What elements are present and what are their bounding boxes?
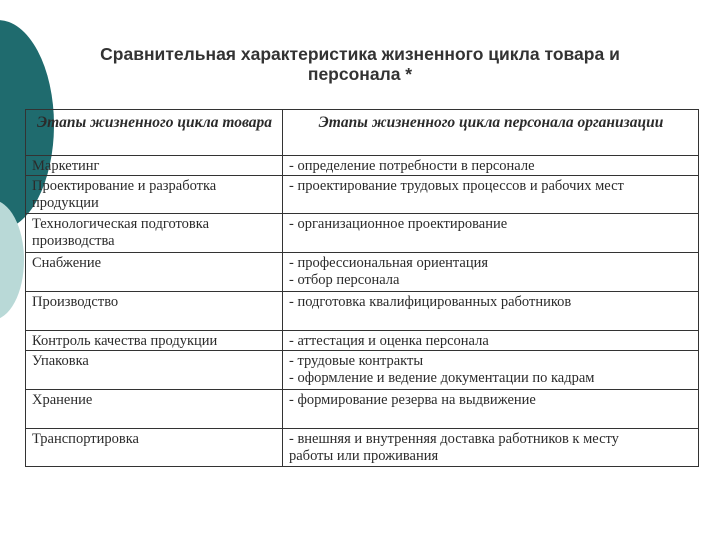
cell-text: продукции: [32, 195, 99, 211]
header-product-stages: [26, 110, 283, 156]
cell-text: Производство: [32, 294, 119, 310]
product-stage-cell: [26, 292, 283, 331]
header-personnel-stages: [283, 110, 699, 156]
cell-text: Маркетинг: [32, 158, 100, 174]
product-stage-cell: [26, 156, 283, 176]
header-personnel-line-2: организации: [577, 114, 664, 131]
cell-text: - внешняя и внутренняя доставка работников к месту: [289, 431, 619, 447]
table-row: [26, 253, 699, 292]
header-product-line-2: товара: [222, 114, 273, 131]
slide-title: [40, 44, 680, 84]
cell-text: - трудовые контракты: [289, 353, 424, 369]
personnel-stage-cell: [283, 390, 699, 429]
cell-text: - определение потребности в персонале: [289, 158, 535, 174]
personnel-stage-cell: [283, 176, 699, 214]
cell-text: Контроль качества продукции: [32, 333, 218, 349]
table-row: [26, 156, 699, 176]
product-stage-cell: [26, 351, 283, 390]
product-stage-cell: [26, 429, 283, 467]
table-row: [26, 390, 699, 429]
table-row: [26, 176, 699, 214]
header-personnel-line-1: Этапы жизненного цикла персонала: [318, 114, 574, 131]
cell-text: - оформление и ведение документации по кадрам: [289, 370, 595, 386]
product-stage-cell: [26, 331, 283, 351]
cell-text: - подготовка квалифицированных работников: [289, 294, 572, 310]
table-row: [26, 429, 699, 467]
personnel-stage-cell: [283, 156, 699, 176]
cell-text: производства: [32, 233, 115, 249]
personnel-stage-cell: [283, 429, 699, 467]
product-stage-cell: [26, 390, 283, 429]
cell-text: Проектирование и разработка: [32, 178, 217, 194]
product-stage-cell: [26, 214, 283, 253]
cell-text: работы или проживания: [289, 448, 439, 464]
slide-title-line-2: персонала *: [307, 64, 413, 84]
product-stage-cell: [26, 176, 283, 214]
cell-text: Хранение: [32, 392, 93, 408]
personnel-stage-cell: [283, 331, 699, 351]
personnel-stage-cell: [283, 253, 699, 292]
cell-text: - аттестация и оценка персонала: [289, 333, 489, 349]
cell-text: Технологическая подготовка: [32, 216, 210, 232]
table-row: [26, 214, 699, 253]
product-stage-cell: [26, 253, 283, 292]
table-row: [26, 331, 699, 351]
table-row: [26, 351, 699, 390]
cell-text: - профессиональная ориентация: [289, 255, 489, 271]
cell-text: Снабжение: [32, 255, 102, 271]
comparison-table: [25, 109, 699, 467]
table-row: [26, 292, 699, 331]
table-header-row: [26, 110, 699, 156]
cell-text: - проектирование трудовых процессов и рабочих мест: [289, 178, 624, 194]
personnel-stage-cell: [283, 292, 699, 331]
header-product-line-1: Этапы жизненного цикла: [36, 114, 219, 131]
cell-text: Транспортировка: [32, 431, 139, 447]
cell-text: - отбор персонала: [289, 272, 400, 288]
cell-text: - формирование резерва на выдвижение: [289, 392, 536, 408]
cell-text: - организационное проектирование: [289, 216, 508, 232]
personnel-stage-cell: [283, 351, 699, 390]
personnel-stage-cell: [283, 214, 699, 253]
cell-text: Упаковка: [32, 353, 89, 369]
slide-title-line-1: Сравнительная характеристика жизненного цикла товара и: [100, 44, 620, 64]
